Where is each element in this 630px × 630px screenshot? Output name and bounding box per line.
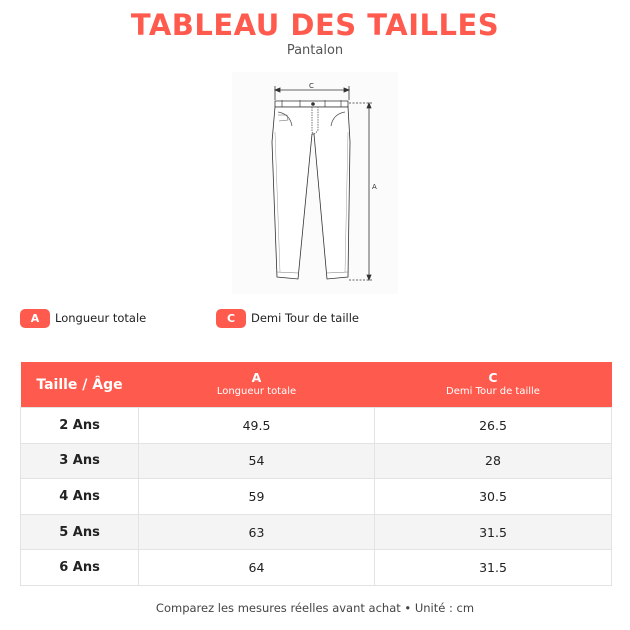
value-a-cell: 64 <box>139 550 375 586</box>
measure-a-arrow <box>349 103 373 280</box>
value-a-cell: 59 <box>139 479 375 515</box>
header-col-a-letter: A <box>251 370 262 385</box>
header-col-c-desc: Demi Tour de taille <box>446 386 540 397</box>
page-subtitle: Pantalon <box>286 43 344 58</box>
size-cell: 4 Ans <box>21 479 139 515</box>
pants-outline <box>272 100 350 279</box>
table-row <box>21 408 612 444</box>
value-c-cell: 28 <box>375 443 612 479</box>
page-title: TABLEAU DES TAILLES <box>130 8 500 42</box>
header-col-c-letter: C <box>488 370 498 385</box>
table-row <box>21 550 612 586</box>
size-cell: 5 Ans <box>21 514 139 550</box>
size-cell: 3 Ans <box>21 443 139 479</box>
value-c-cell: 30.5 <box>375 479 612 515</box>
size-cell: 6 Ans <box>21 550 139 586</box>
header-col-c <box>375 362 612 408</box>
header-size-age: Taille / Âge <box>21 362 139 408</box>
footer-note: Comparez les mesures réelles avant achat • Unité : cm <box>155 601 475 615</box>
value-a-cell: 49.5 <box>139 408 375 444</box>
value-c-cell: 31.5 <box>375 514 612 550</box>
legend-item-a <box>20 308 146 328</box>
legend-badge-c: C <box>216 309 246 328</box>
pants-illustration-icon <box>232 72 398 294</box>
size-table <box>20 362 612 586</box>
header-col-a-desc: Longueur totale <box>216 386 297 397</box>
legend-label-a: Longueur totale <box>55 311 147 325</box>
table-row <box>21 443 612 479</box>
value-a-cell: 54 <box>139 443 375 479</box>
table-row <box>21 479 612 515</box>
value-c-cell: 31.5 <box>375 550 612 586</box>
value-c-cell: 26.5 <box>375 408 612 444</box>
value-a-cell: 63 <box>139 514 375 550</box>
legend-label-c: Demi Tour de taille <box>251 311 360 325</box>
header-col-a <box>139 362 375 408</box>
measure-c-label: C <box>309 82 314 90</box>
legend-badge-a: A <box>20 309 50 328</box>
table-header-row <box>21 362 612 408</box>
size-cell: 2 Ans <box>21 408 139 444</box>
table-row <box>21 514 612 550</box>
legend-item-c <box>216 308 359 328</box>
measure-a-label: A <box>372 183 377 191</box>
